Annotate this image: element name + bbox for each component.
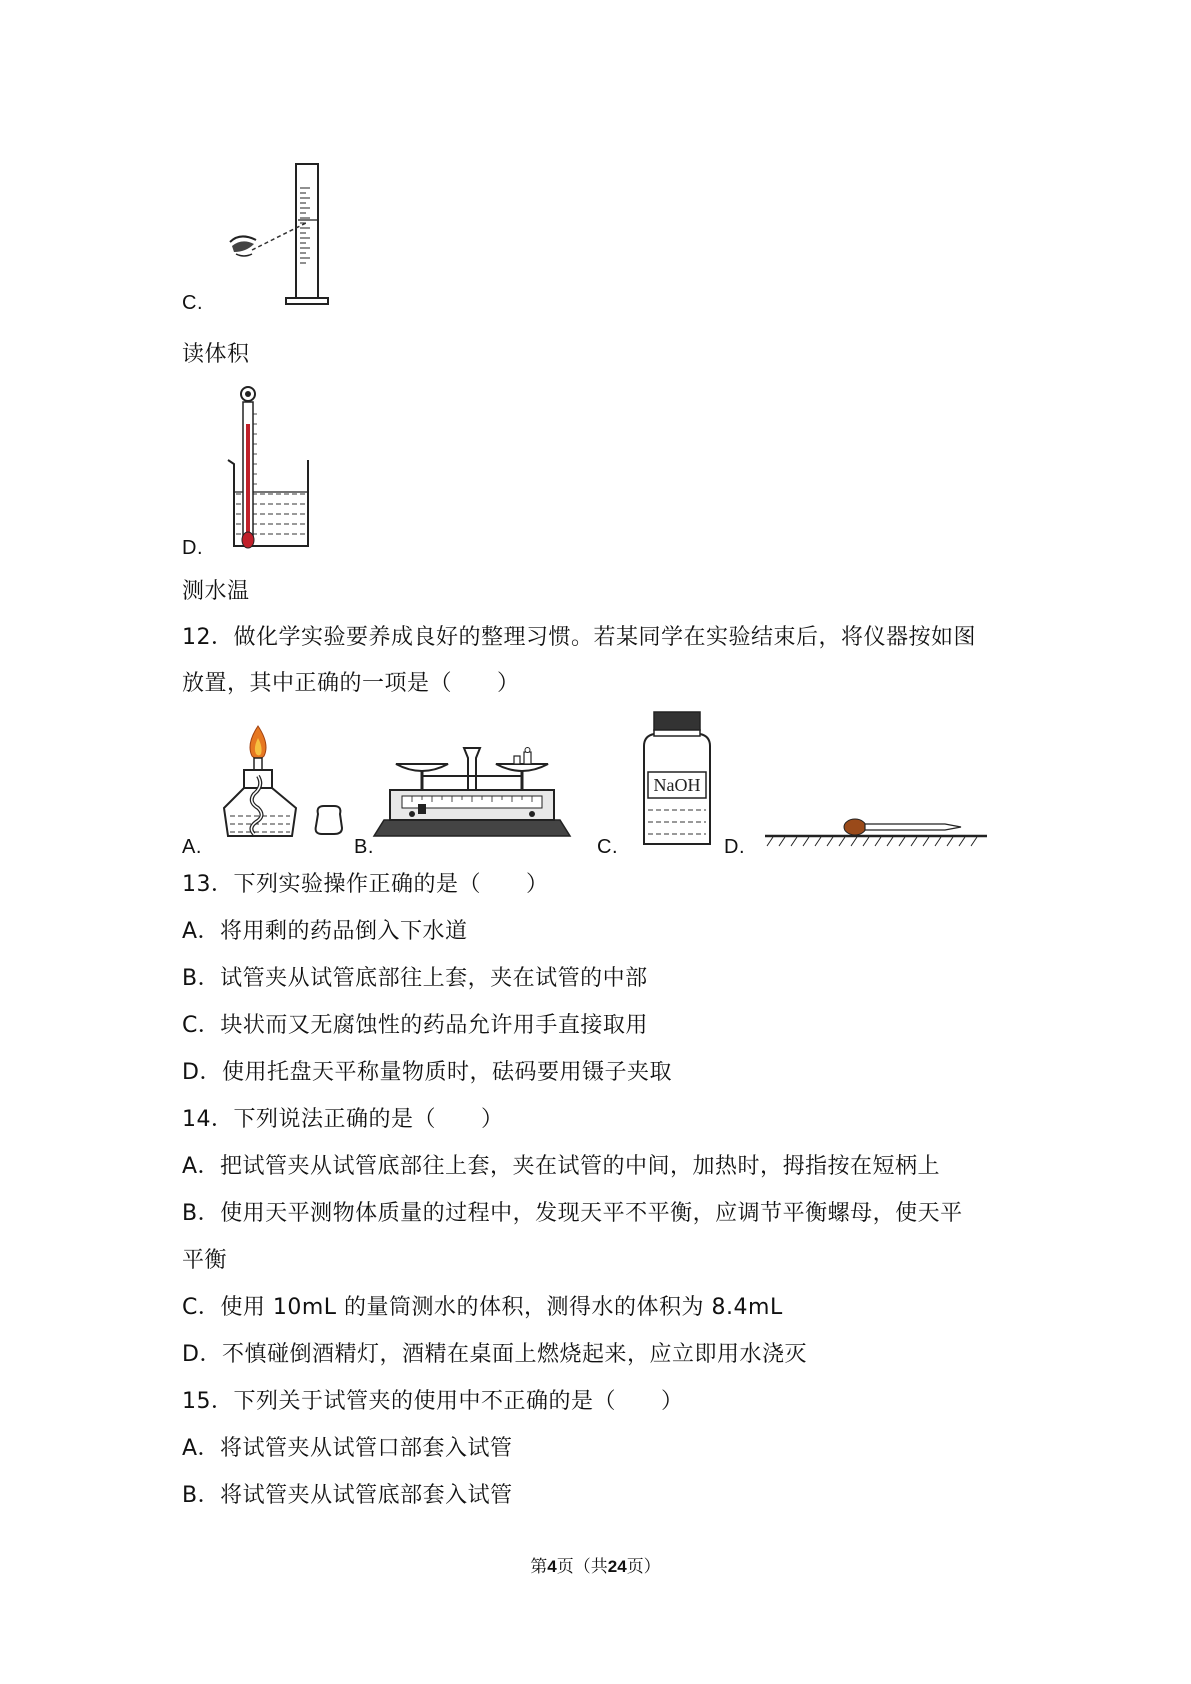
q14-option-d: D．不慎碰倒酒精灯，酒精在桌面上燃烧起来，应立即用水浇灭 [182, 1342, 807, 1367]
footer-middle: 页（共 [556, 1557, 608, 1577]
q14-stem: 14．下列说法正确的是（ ） [182, 1107, 504, 1132]
balance-figure [372, 734, 572, 846]
footer-total-pages: 24 [607, 1557, 627, 1576]
q13-option-d: D．使用托盘天平称量物质时，砝码要用镊子夹取 [182, 1060, 672, 1085]
footer-suffix: 页） [626, 1557, 661, 1577]
q13-option-b: B．试管夹从试管底部往上套，夹在试管的中部 [182, 966, 648, 991]
q12-option-d-label: D. [724, 836, 745, 858]
q11-option-d-caption: 测水温 [182, 579, 250, 604]
q15-option-a: A．将试管夹从试管口部套入试管 [182, 1436, 513, 1461]
naoh-label-text: NaOH [653, 775, 701, 795]
q13-option-c: C．块状而又无腐蚀性的药品允许用手直接取用 [182, 1013, 648, 1038]
q12-stem-line2: 放置，其中正确的一项是（ ） [182, 671, 520, 696]
q15-option-b: B．将试管夹从试管底部套入试管 [182, 1483, 513, 1508]
graduated-cylinder-figure [222, 160, 342, 310]
q14-option-b-continued: 平衡 [182, 1248, 228, 1273]
q15-stem: 15．下列关于试管夹的使用中不正确的是（ ） [182, 1389, 684, 1414]
dropper-on-table-figure [765, 818, 991, 848]
q12-option-b-label: B. [354, 836, 374, 858]
q14-option-c: C．使用 10mL 的量筒测水的体积，测得水的体积为 8.4mL [182, 1295, 783, 1320]
thermometer-beaker-figure [224, 384, 314, 554]
footer-prefix: 第 [530, 1557, 548, 1577]
page-footer [0, 1552, 1191, 1577]
q12-option-c-label: C. [597, 836, 618, 858]
q14-option-a: A．把试管夹从试管底部往上套，夹在试管的中间，加热时，拇指按在短柄上 [182, 1154, 941, 1179]
q12-option-a-label: A. [182, 836, 202, 858]
footer-page-number: 4 [547, 1557, 557, 1576]
q13-stem: 13．下列实验操作正确的是（ ） [182, 872, 549, 897]
naoh-bottle-figure [640, 710, 714, 850]
q11-option-c-caption: 读体积 [182, 342, 250, 367]
q14-option-b: B．使用天平测物体质量的过程中，发现天平不平衡，应调节平衡螺母，使天平 [182, 1201, 963, 1226]
alcohol-lamp-figure [218, 716, 358, 846]
q13-option-a: A．将用剩的药品倒入下水道 [182, 919, 468, 944]
q12-stem-line1: 12．做化学实验要养成良好的整理习惯。若某同学在实验结束后，将仪器按如图 [182, 625, 976, 650]
q11-option-c-label: C. [182, 292, 203, 314]
q11-option-d-label: D. [182, 537, 203, 559]
